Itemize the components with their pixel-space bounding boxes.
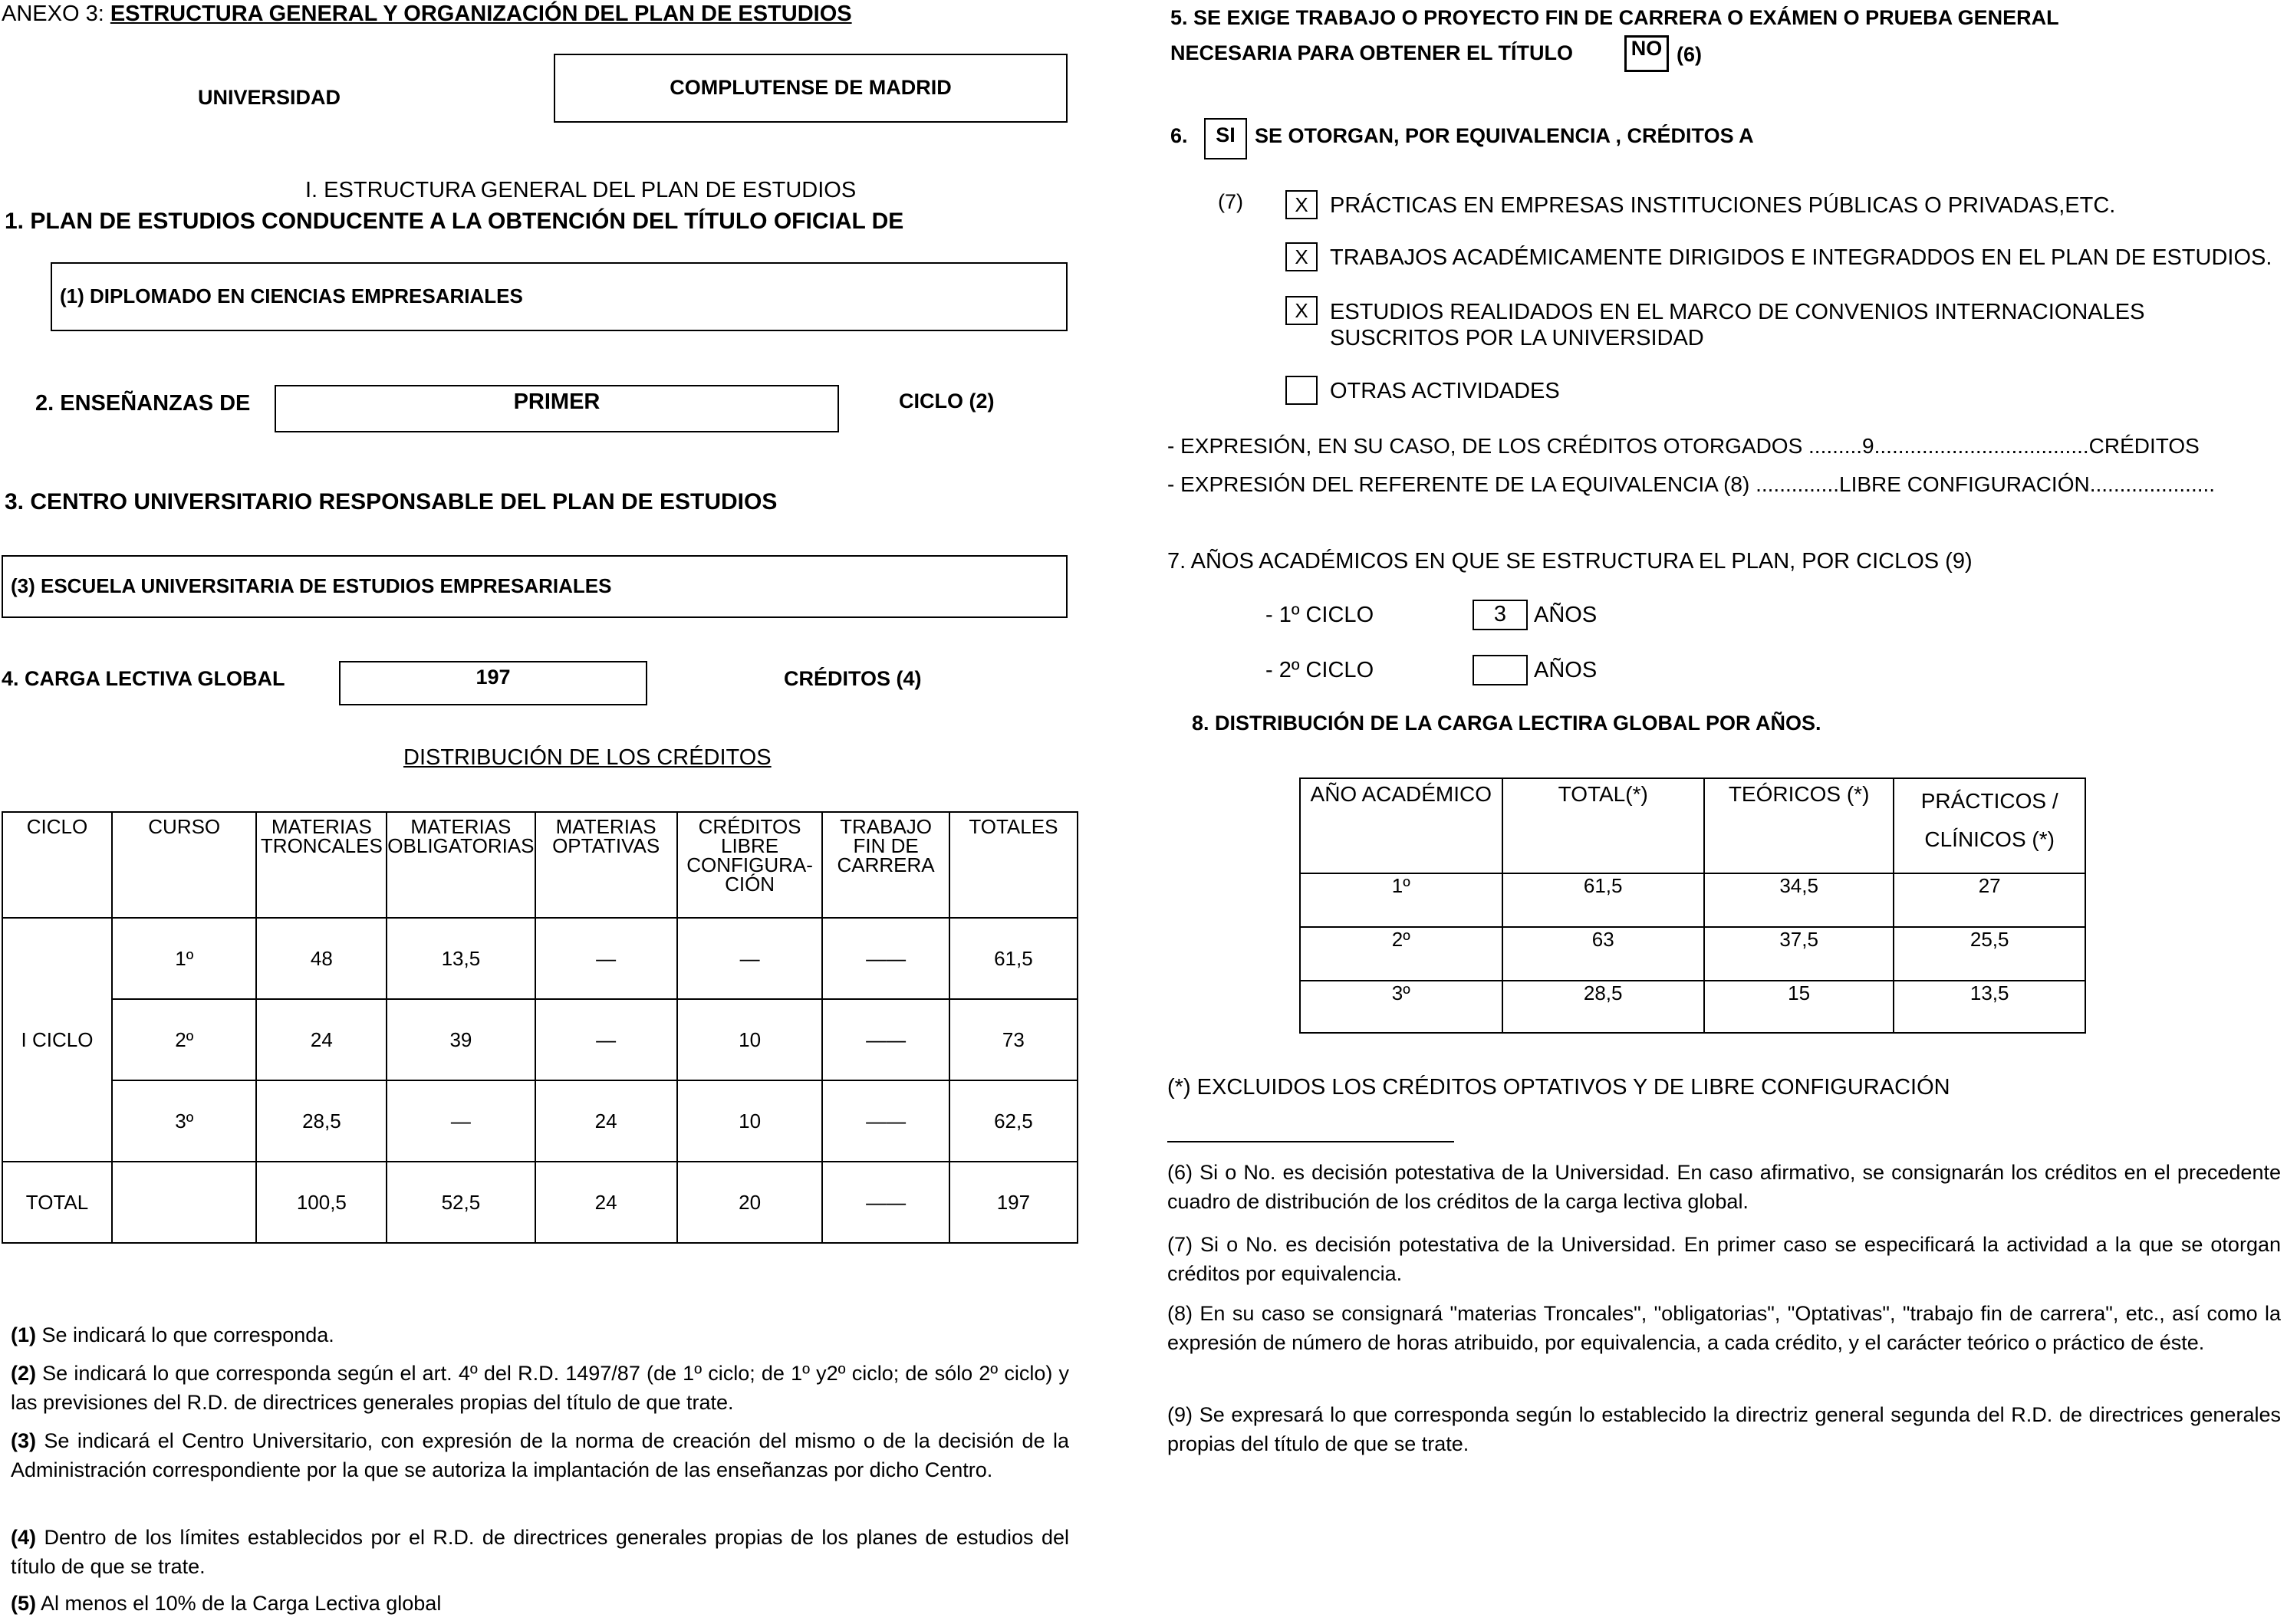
annex-title: ESTRUCTURA GENERAL Y ORGANIZACIÓN DEL PLAN DE ESTUDIOS <box>110 2 852 26</box>
table-row <box>2 918 1078 999</box>
year-cell: 1º <box>1300 873 1502 927</box>
curso-cell: 1º <box>112 918 256 999</box>
q3-label: 3. CENTRO UNIVERSITARIO RESPONSABLE DEL PLAN DE ESTUDIOS <box>5 489 778 514</box>
total-cell: 61,5 <box>1502 873 1704 927</box>
year-cell: 2º <box>1300 927 1502 981</box>
totales-cell: 61,5 <box>949 918 1078 999</box>
teoricos-cell: 15 <box>1704 981 1894 1033</box>
troncales-cell: 48 <box>256 918 387 999</box>
table-row <box>1300 927 2085 981</box>
footnote-1: (1) Se indicará lo que corresponda. <box>11 1323 334 1346</box>
header-cell: CURSO <box>112 812 256 918</box>
q5-answer-box: NO <box>1624 35 1669 72</box>
libre-cell: 10 <box>677 1080 823 1162</box>
year-cell: 3º <box>1300 981 1502 1033</box>
header-cell: AÑO ACADÉMICO <box>1300 778 1502 873</box>
cycle2-unit: AÑOS <box>1534 658 1598 682</box>
totales-cell: 197 <box>949 1162 1078 1243</box>
optativas-cell: — <box>535 999 677 1080</box>
table-header-row <box>2 812 1078 918</box>
teoricos-cell: 34,5 <box>1704 873 1894 927</box>
q5-line2: NECESARIA PARA OBTENER EL TÍTULO <box>1170 41 1574 64</box>
libre-cell: 10 <box>677 999 823 1080</box>
exclusion-note: (*) EXCLUIDOS LOS CRÉDITOS OPTATIVOS Y DE LIBRE CONFIGURACIÓN <box>1167 1075 1950 1100</box>
q7-label: 7. AÑOS ACADÉMICOS EN QUE SE ESTRUCTURA EL PLAN, POR CICLOS (9) <box>1167 549 1973 574</box>
curso-cell: 2º <box>112 999 256 1080</box>
obligatorias-cell: — <box>387 1080 535 1162</box>
trabajo-cell: —— <box>822 1080 949 1162</box>
footnote-5: (5) Al menos el 10% de la Carga Lectiva global <box>11 1592 442 1615</box>
footnote-3: (3) Se indicará el Centro Universitario, con expresión de la norma de creación del mismo o de la decisión de la Administración correspondiente por la que se autoriza la implantación de las enseñanzas por dicho Centro. <box>11 1429 1069 1481</box>
q6-answer-box: SI <box>1204 118 1247 159</box>
table-row <box>1300 981 2085 1033</box>
header-cell: TEÓRICOS (*) <box>1704 778 1894 873</box>
total-row <box>2 1162 1078 1243</box>
footnote-divider <box>1167 1141 1454 1142</box>
trabajo-cell: —— <box>822 999 949 1080</box>
total-label-cell: TOTAL <box>2 1162 112 1243</box>
yearly-load-table <box>1299 777 2086 1034</box>
troncales-cell: 28,5 <box>256 1080 387 1162</box>
footnote-8: (8) En su caso se consignará "materias Troncales", "obligatorias", "Optativas", "trabajo fin de carrera", etc., así como la expresión de número de horas atribuido, por equivalencia, a cada crédito, y el carácter teórico o práctico de éste. <box>1167 1302 2281 1354</box>
section-title: I. ESTRUCTURA GENERAL DEL PLAN DE ESTUDIOS <box>305 178 857 202</box>
optativas-cell: 24 <box>535 1080 677 1162</box>
q4-label: 4. CARGA LECTIVA GLOBAL <box>2 667 285 690</box>
footnote-9: (9) Se expresará lo que corresponda según lo establecido la directriz general segunda del R.D. de directrices generales propias del título de que se trate. <box>1167 1403 2281 1455</box>
cycle2-label: - 2º CICLO <box>1265 658 1374 682</box>
cycle1-label: - 1º CICLO <box>1265 603 1374 627</box>
cycle1-unit: AÑOS <box>1534 603 1598 627</box>
option-3-checkbox[interactable]: X <box>1285 296 1318 325</box>
obligatorias-cell: 13,5 <box>387 918 535 999</box>
q6-note: (7) <box>1218 190 1243 213</box>
footnote-7: (7) Si o No. es decisión potestativa de la Universidad. En primer caso se especificará la actividad a la que se otorgan créditos por equivalencia. <box>1167 1233 2281 1285</box>
practicos-cell: 25,5 <box>1894 927 2085 981</box>
cycle2-years-box <box>1473 655 1528 685</box>
q6-num: 6. <box>1170 124 1188 147</box>
annex-heading <box>2 2 852 27</box>
option-1-checkbox[interactable]: X <box>1285 190 1318 219</box>
credits-expression: - EXPRESIÓN, EN SU CASO, DE LOS CRÉDITOS OTORGADOS .........9....................................CRÉDITOS <box>1167 434 2200 458</box>
q5-note: (6) <box>1677 43 1702 66</box>
credits-distribution-table <box>2 811 1078 1244</box>
header-cell: MATERIAS OPTATIVAS <box>535 812 677 918</box>
practicos-cell: 27 <box>1894 873 2085 927</box>
q1-label: 1. PLAN DE ESTUDIOS CONDUCENTE A LA OBTENCIÓN DEL TÍTULO OFICIAL DE <box>5 209 904 234</box>
option-4-label: OTRAS ACTIVIDADES <box>1330 379 1560 403</box>
libre-cell: — <box>677 918 823 999</box>
q6-label: SE OTORGAN, POR EQUIVALENCIA , CRÉDITOS A <box>1255 124 1754 147</box>
q4-suffix: CRÉDITOS (4) <box>784 667 922 690</box>
option-3-label: ESTUDIOS REALIDADOS EN EL MARCO DE CONVENIOS INTERNACIONALES SUSCRITOS POR LA UNIVERSIDAD <box>1330 300 2145 350</box>
annex-prefix: ANEXO 3: <box>2 2 104 26</box>
header-cell: TRABAJO FIN DE CARRERA <box>822 812 949 918</box>
optativas-cell: 24 <box>535 1162 677 1243</box>
teoricos-cell: 37,5 <box>1704 927 1894 981</box>
totales-cell: 73 <box>949 999 1078 1080</box>
total-cell: 63 <box>1502 927 1704 981</box>
q4-field: 197 <box>339 661 647 705</box>
total-cell: 28,5 <box>1502 981 1704 1033</box>
trabajo-cell: —— <box>822 918 949 999</box>
q5-line1: 5. SE EXIGE TRABAJO O PROYECTO FIN DE CARRERA O EXÁMEN O PRUEBA GENERAL <box>1170 6 2059 29</box>
footnote-4: (4) Dentro de los límites establecidos por el R.D. de directrices generales propias de los planes de estudios del título de que se trate. <box>11 1526 1069 1578</box>
q8-label: 8. DISTRIBUCIÓN DE LA CARGA LECTIRA GLOBAL POR AÑOS. <box>1192 712 1821 735</box>
dist-title: DISTRIBUCIÓN DE LOS CRÉDITOS <box>403 745 772 770</box>
q2-label: 2. ENSEÑANZAS DE <box>35 391 251 416</box>
header-cell: TOTAL(*) <box>1502 778 1704 873</box>
optativas-cell: — <box>535 918 677 999</box>
header-cell: MATERIAS OBLIGATORIAS <box>387 812 535 918</box>
university-field: COMPLUTENSE DE MADRID <box>554 54 1068 123</box>
trabajo-cell: —— <box>822 1162 949 1243</box>
q2-field: PRIMER <box>275 385 839 432</box>
header-cell: TOTALES <box>949 812 1078 918</box>
footnote-2: (2) Se indicará lo que corresponda según el art. 4º del R.D. 1497/87 (de 1º ciclo; de 1º y2º ciclo; de sólo 2º ciclo) y las previsiones del R.D. de directrices generales propias del título de que trate. <box>11 1362 1069 1414</box>
q2-suffix: CICLO (2) <box>899 390 995 413</box>
curso-cell <box>112 1162 256 1243</box>
table-row <box>2 999 1078 1080</box>
header-cell: CICLO <box>2 812 112 918</box>
obligatorias-cell: 52,5 <box>387 1162 535 1243</box>
obligatorias-cell: 39 <box>387 999 535 1080</box>
curso-cell: 3º <box>112 1080 256 1162</box>
header-cell: MATERIAS TRONCALES <box>256 812 387 918</box>
footnote-6: (6) Si o No. es decisión potestativa de la Universidad. En caso afirmativo, se consignarán los créditos en el precedente cuadro de distribución de los créditos de la carga lectiva global. <box>1167 1161 2281 1213</box>
header-cell: PRÁCTICOS / CLÍNICOS (*) <box>1894 778 2085 873</box>
table-row <box>1300 873 2085 927</box>
libre-cell: 20 <box>677 1162 823 1243</box>
equivalence-expression: - EXPRESIÓN DEL REFERENTE DE LA EQUIVALENCIA (8) ..............LIBRE CONFIGURACIÓN..................... <box>1167 472 2216 496</box>
option-4-checkbox[interactable] <box>1285 376 1318 405</box>
q3-field: (3) ESCUELA UNIVERSITARIA DE ESTUDIOS EMPRESARIALES <box>2 555 1068 618</box>
table-header-row <box>1300 778 2085 873</box>
practicos-cell: 13,5 <box>1894 981 2085 1033</box>
table-row <box>2 1080 1078 1162</box>
option-2-label: TRABAJOS ACADÉMICAMENTE DIRIGIDOS E INTEGRADDOS EN EL PLAN DE ESTUDIOS. <box>1330 245 2272 270</box>
troncales-cell: 24 <box>256 999 387 1080</box>
troncales-cell: 100,5 <box>256 1162 387 1243</box>
totales-cell: 62,5 <box>949 1080 1078 1162</box>
cycle1-years-box: 3 <box>1473 600 1528 630</box>
university-label: UNIVERSIDAD <box>198 86 341 109</box>
q1-field: (1) DIPLOMADO EN CIENCIAS EMPRESARIALES <box>51 262 1068 331</box>
cycle-cell: I CICLO <box>2 918 112 1162</box>
option-1-label: PRÁCTICAS EN EMPRESAS INSTITUCIONES PÚBLICAS O PRIVADAS,ETC. <box>1330 193 2116 218</box>
option-2-checkbox[interactable]: X <box>1285 242 1318 271</box>
header-cell: CRÉDITOS LIBRE CONFIGURA-CIÓN <box>677 812 823 918</box>
